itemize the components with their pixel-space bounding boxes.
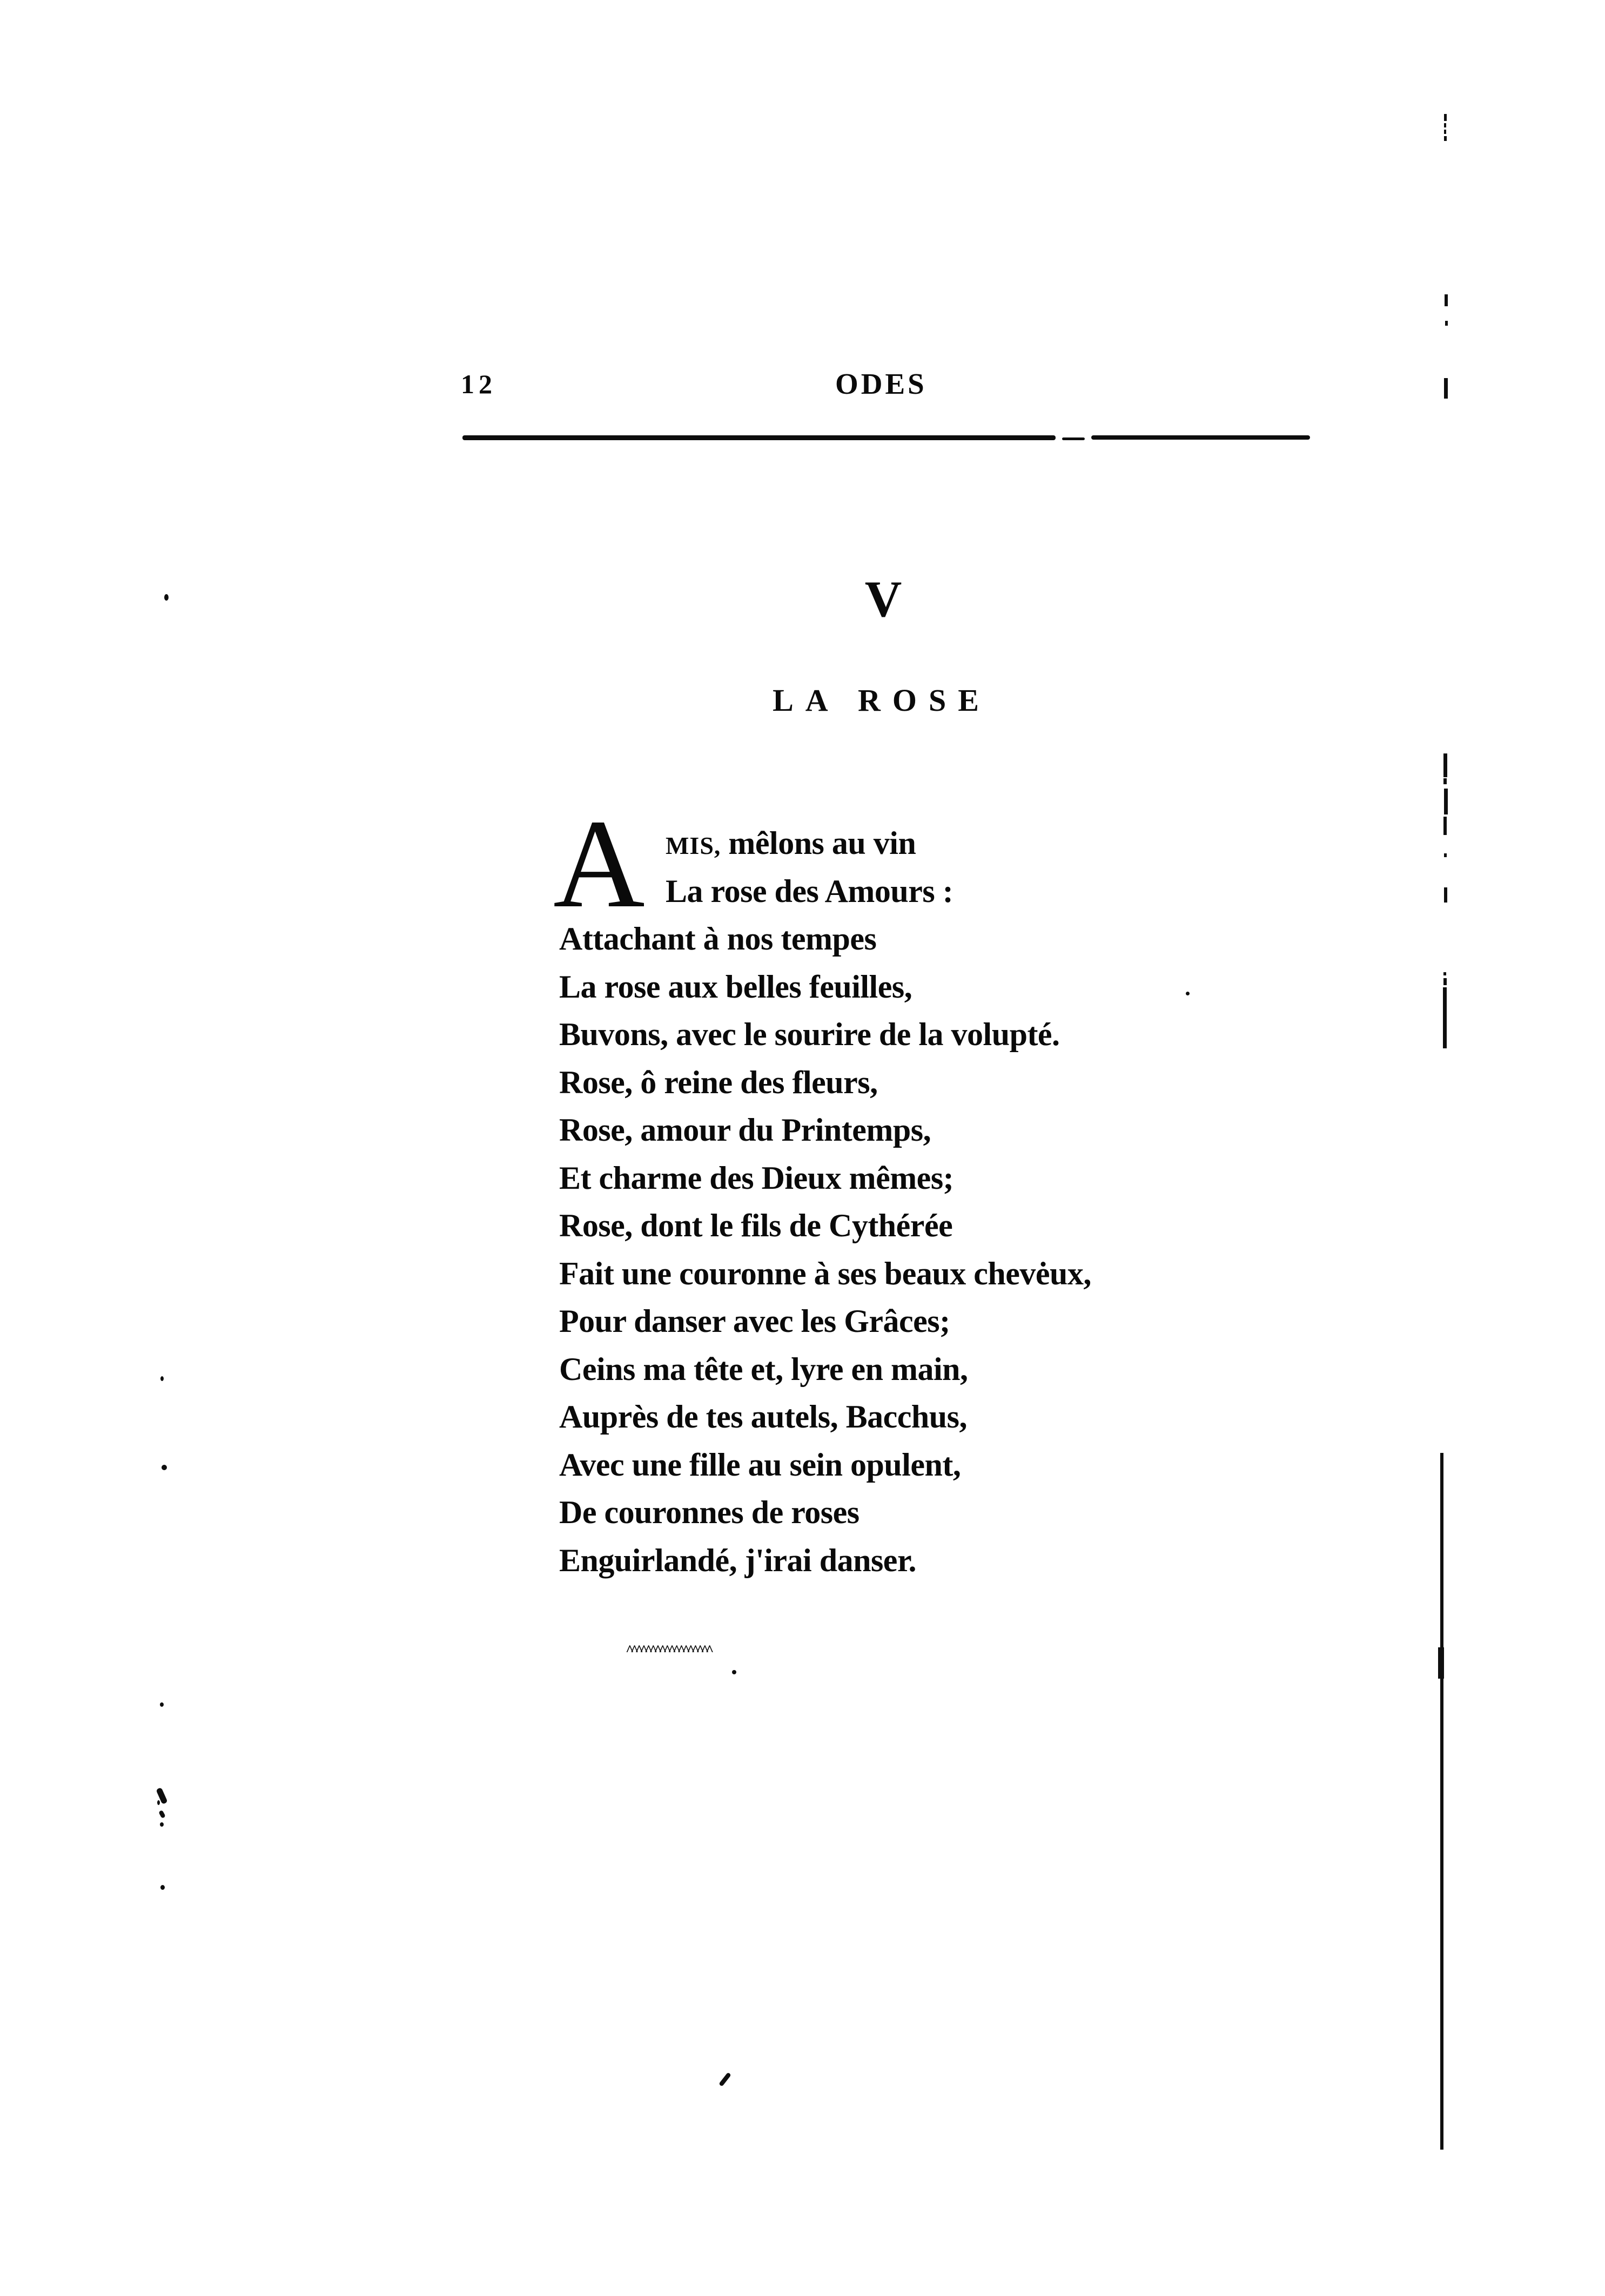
ink-speck	[162, 1465, 167, 1470]
header-rule-segment	[1091, 435, 1310, 440]
header-rule-segment	[462, 435, 1056, 440]
poem-line: Enguirlandé, j'irai danser.	[559, 1542, 917, 1578]
scan-artifact-right-edge	[1444, 887, 1447, 903]
ink-speck	[157, 1800, 160, 1805]
scan-artifact-right-edge	[1443, 987, 1447, 1048]
page-number: 12	[461, 369, 496, 399]
poem-line: Buvons, avec le sourire de la volupté.	[559, 1016, 1060, 1052]
scan-artifact-right-edge	[1444, 136, 1447, 141]
scan-artifact-right-edge	[1440, 1453, 1443, 2150]
poem-line: Rose, amour du Printemps,	[559, 1112, 931, 1148]
poem-line: Ceins ma tête et, lyre en main,	[559, 1351, 968, 1387]
scan-artifact-right-edge	[1443, 778, 1447, 784]
ink-speck	[732, 1670, 736, 1674]
poem-line: La rose aux belles feuilles,	[559, 968, 912, 1005]
running-title: ODES	[835, 367, 927, 400]
scan-artifact-right-edge	[1445, 321, 1448, 326]
scan-artifact-right-edge	[1444, 378, 1448, 399]
scan-artifact-right-edge	[1444, 853, 1447, 857]
scan-artifact-right-edge	[1443, 972, 1446, 975]
poem-body	[559, 819, 1315, 1584]
scan-artifact-right-edge	[1443, 817, 1447, 835]
poem-line: Rose, ô reine des fleurs,	[559, 1064, 878, 1100]
section-title: LA ROSE	[773, 683, 991, 718]
pencil-slash-mark	[718, 2072, 731, 2087]
poem-line: De couronnes de roses	[559, 1494, 859, 1530]
poem-line: La rose des Amours :	[666, 873, 953, 909]
poem-line: Fait une couronne à ses beaux chevėux,	[559, 1255, 1091, 1291]
scan-artifact-right-edge	[1438, 1647, 1444, 1679]
poem-line-text: mêlons au vin	[728, 825, 916, 861]
poem-line: Avec une fille au sein opulent,	[559, 1446, 961, 1483]
drop-cap: A	[553, 793, 645, 934]
scan-artifact-right-edge	[1444, 789, 1448, 814]
ink-speck	[160, 1702, 164, 1707]
poem-line: Rose, dont le fils de Cythérée	[559, 1208, 953, 1243]
poem-line	[559, 819, 1315, 867]
ink-speck	[1186, 992, 1190, 995]
poem-line: Et charme des Dieux mêmes;	[559, 1160, 954, 1196]
poem-line: Attachant à nos tempes	[559, 921, 877, 957]
scan-artifact-right-edge	[1445, 294, 1448, 306]
section-numeral: V	[864, 570, 902, 628]
scan-artifact-right-edge	[1444, 130, 1446, 134]
scan-artifact-right-edge	[1443, 753, 1447, 777]
scan-artifact-right-edge	[1443, 978, 1447, 985]
zigzag-separator: ^^^^^^^^^^^^^^^^^^	[626, 1642, 710, 1658]
poem-line-smallcaps: MIS,	[666, 832, 721, 859]
poem-line: Auprès de tes autels, Bacchus,	[559, 1399, 968, 1435]
poem-line: Pour danser avec les Grâces;	[559, 1303, 950, 1339]
ink-stroke	[158, 1810, 166, 1819]
scan-artifact-right-edge	[1444, 123, 1446, 127]
ink-speck	[160, 1376, 164, 1381]
ink-speck	[164, 594, 169, 601]
ink-speck	[160, 1822, 164, 1827]
header-rule-dash	[1062, 437, 1085, 440]
ink-speck	[160, 1885, 165, 1890]
scan-artifact-right-edge	[1444, 114, 1447, 121]
